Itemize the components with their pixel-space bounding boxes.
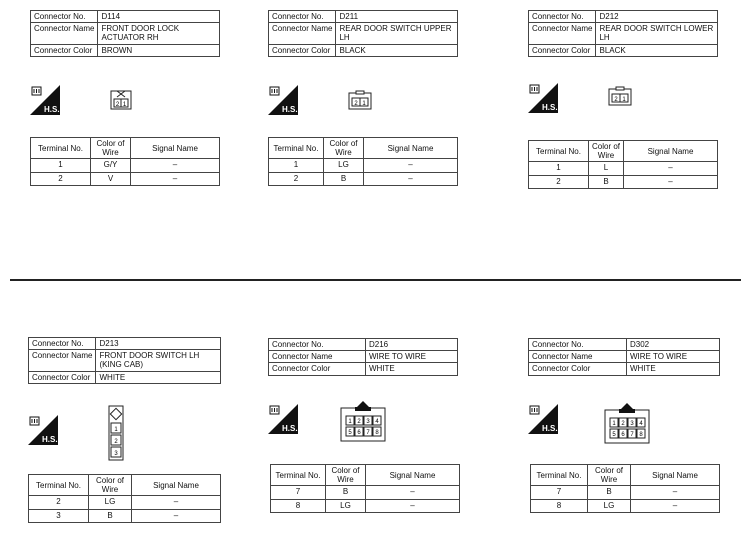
- terminal-block-d216: [270, 464, 460, 513]
- connector-info-table: [268, 10, 458, 57]
- connector-no-label: Connector No.: [269, 339, 366, 351]
- pin-label: 3: [366, 419, 370, 425]
- harness-side-icon: [528, 404, 558, 434]
- terminal-table: [270, 464, 460, 513]
- col-terminal-no: Terminal No.: [529, 141, 589, 162]
- wire-color: V: [91, 172, 131, 185]
- connector-color: BROWN: [98, 44, 220, 56]
- connector-no: D302: [626, 339, 719, 351]
- table-row: [531, 499, 720, 512]
- signal-name: –: [364, 172, 458, 185]
- col-terminal-no: Terminal No.: [271, 465, 326, 486]
- connector-name-label: Connector Name: [269, 23, 336, 44]
- wire-color: B: [326, 486, 366, 499]
- harness-side-icon: [30, 85, 60, 115]
- hs-label: H.S.: [44, 105, 60, 114]
- connector-color: WHITE: [96, 371, 221, 383]
- signal-name: –: [364, 159, 458, 172]
- terminal-no: 8: [531, 499, 588, 512]
- signal-name: –: [366, 486, 460, 499]
- wire-color: B: [324, 172, 364, 185]
- connector-color-label: Connector Color: [31, 44, 98, 56]
- terminal-table: [28, 474, 221, 523]
- connector-block-d216: [268, 338, 458, 376]
- col-wire-color: Color of Wire: [326, 465, 366, 486]
- table-row: [271, 486, 460, 499]
- terminal-block-d213: [28, 474, 221, 523]
- connector-block-d114: [30, 10, 220, 57]
- connector-name: WIRE TO WIRE: [626, 351, 719, 363]
- wire-color: L: [589, 162, 624, 175]
- hs-label: H.S.: [542, 103, 558, 112]
- pin-label: 1: [622, 97, 626, 103]
- connector-name-label: Connector Name: [529, 23, 596, 44]
- hs-label: H.S.: [282, 424, 298, 433]
- pin-label: 6: [621, 432, 625, 438]
- col-terminal-no: Terminal No.: [531, 465, 588, 486]
- table-row: [529, 162, 718, 175]
- col-signal-name: Signal Name: [132, 475, 221, 496]
- pin-label: 7: [630, 432, 634, 438]
- connector-color-label: Connector Color: [269, 363, 366, 375]
- table-row: [529, 175, 718, 188]
- terminal-table: [30, 137, 220, 186]
- terminal-no: 1: [31, 159, 91, 172]
- connector-block-d302: [528, 338, 720, 376]
- connector-info-table: [268, 338, 458, 376]
- terminal-block-d114: [30, 137, 220, 186]
- pin-label: 1: [612, 421, 616, 427]
- signal-name: –: [131, 159, 220, 172]
- pin-label: 8: [375, 430, 379, 436]
- pin-label: 1: [122, 102, 127, 108]
- connector-info-table: [28, 337, 221, 384]
- connector-name: FRONT DOOR SWITCH LH (KING CAB): [96, 350, 221, 371]
- terminal-table: [530, 464, 720, 513]
- table-row: [269, 159, 458, 172]
- terminal-block-d211: [268, 137, 458, 186]
- pin-label: 1: [114, 427, 118, 433]
- wire-color: LG: [326, 499, 366, 512]
- col-wire-color: Color of Wire: [91, 138, 131, 159]
- wire-color: LG: [588, 499, 631, 512]
- terminal-no: 7: [531, 486, 588, 499]
- terminal-table: [528, 140, 718, 189]
- col-terminal-no: Terminal No.: [31, 138, 91, 159]
- col-wire-color: Color of Wire: [588, 465, 631, 486]
- hs-label: H.S.: [282, 105, 298, 114]
- table-row: [531, 486, 720, 499]
- terminal-no: 7: [271, 486, 326, 499]
- pin-label: 2: [621, 421, 625, 427]
- wire-color: B: [589, 175, 624, 188]
- pin-label: 7: [366, 430, 370, 436]
- signal-name: –: [132, 496, 221, 509]
- terminal-no: 1: [529, 162, 589, 175]
- pin-label: 5: [348, 430, 352, 436]
- connector-no-label: Connector No.: [31, 11, 98, 23]
- pin-label: 6: [357, 430, 361, 436]
- terminal-block-d302: [530, 464, 720, 513]
- table-row: [31, 159, 220, 172]
- terminal-no: 1: [269, 159, 324, 172]
- pin-label: 4: [639, 421, 643, 427]
- connector-no-label: Connector No.: [529, 339, 627, 351]
- wire-color: LG: [89, 496, 132, 509]
- connector-name: REAR DOOR SWITCH LOWER LH: [596, 23, 718, 44]
- table-row: [269, 172, 458, 185]
- harness-side-icon: [28, 415, 58, 445]
- connector-no: D213: [96, 338, 221, 350]
- connector-color-label: Connector Color: [529, 44, 596, 56]
- signal-name: –: [624, 162, 718, 175]
- connector-face-icon: [110, 88, 132, 115]
- connector-name: REAR DOOR SWITCH UPPER LH: [336, 23, 458, 44]
- col-terminal-no: Terminal No.: [29, 475, 89, 496]
- section-divider: [10, 279, 741, 281]
- connector-color: WHITE: [365, 363, 457, 375]
- connector-no-label: Connector No.: [529, 11, 596, 23]
- table-row: [31, 172, 220, 185]
- connector-color-label: Connector Color: [529, 363, 627, 375]
- wire-color: LG: [324, 159, 364, 172]
- pin-label: 3: [114, 451, 118, 457]
- pin-label: 8: [639, 432, 643, 438]
- col-signal-name: Signal Name: [631, 465, 720, 486]
- connector-face-icon: [348, 90, 372, 115]
- signal-name: –: [631, 486, 720, 499]
- wire-color: B: [89, 509, 132, 522]
- harness-side-icon: [268, 85, 298, 115]
- connector-no-label: Connector No.: [269, 11, 336, 23]
- connector-name-label: Connector Name: [29, 350, 96, 371]
- col-signal-name: Signal Name: [364, 138, 458, 159]
- terminal-no: 8: [271, 499, 326, 512]
- connector-color: BLACK: [596, 44, 718, 56]
- pin-label: 2: [614, 97, 618, 103]
- wire-color: B: [588, 486, 631, 499]
- connector-no: D212: [596, 11, 718, 23]
- connector-info-table: [528, 338, 720, 376]
- pin-label: 2: [115, 102, 120, 108]
- connector-info-table: [528, 10, 718, 57]
- connector-name: WIRE TO WIRE: [365, 351, 457, 363]
- col-wire-color: Color of Wire: [324, 138, 364, 159]
- pin-label: 1: [362, 101, 366, 107]
- connector-face-icon: [604, 402, 650, 449]
- pin-label: 2: [357, 419, 361, 425]
- signal-name: –: [624, 175, 718, 188]
- connector-no: D211: [336, 11, 458, 23]
- col-wire-color: Color of Wire: [589, 141, 624, 162]
- wire-color: G/Y: [91, 159, 131, 172]
- signal-name: –: [366, 499, 460, 512]
- col-wire-color: Color of Wire: [89, 475, 132, 496]
- terminal-no: 2: [269, 172, 324, 185]
- connector-no: D114: [98, 11, 220, 23]
- connector-color-label: Connector Color: [269, 44, 336, 56]
- table-row: [29, 496, 221, 509]
- terminal-table: [268, 137, 458, 186]
- terminal-no: 3: [29, 509, 89, 522]
- connector-name-label: Connector Name: [529, 351, 627, 363]
- col-signal-name: Signal Name: [131, 138, 220, 159]
- pin-label: 1: [348, 419, 352, 425]
- connector-name: FRONT DOOR LOCK ACTUATOR RH: [98, 23, 220, 44]
- connector-no-label: Connector No.: [29, 338, 96, 350]
- connector-face-icon: [108, 405, 124, 466]
- connector-info-table: [30, 10, 220, 57]
- connector-block-d212: [528, 10, 718, 57]
- table-row: [29, 509, 221, 522]
- hs-label: H.S.: [542, 424, 558, 433]
- hs-label: H.S.: [42, 435, 58, 444]
- pin-label: 5: [612, 432, 616, 438]
- pin-label: 2: [354, 101, 358, 107]
- connector-no: D216: [365, 339, 457, 351]
- col-signal-name: Signal Name: [624, 141, 718, 162]
- connector-face-icon: [608, 86, 632, 111]
- connector-color: BLACK: [336, 44, 458, 56]
- terminal-block-d212: [528, 140, 718, 189]
- connector-color: WHITE: [626, 363, 719, 375]
- col-terminal-no: Terminal No.: [269, 138, 324, 159]
- pin-label: 3: [630, 421, 634, 427]
- pin-label: 2: [114, 439, 118, 445]
- terminal-no: 2: [29, 496, 89, 509]
- harness-side-icon: [268, 404, 298, 434]
- connector-face-icon: [340, 400, 386, 447]
- table-row: [271, 499, 460, 512]
- connector-color-label: Connector Color: [29, 371, 96, 383]
- harness-side-icon: [528, 83, 558, 113]
- connector-block-d211: [268, 10, 458, 57]
- terminal-no: 2: [529, 175, 589, 188]
- col-signal-name: Signal Name: [366, 465, 460, 486]
- signal-name: –: [132, 509, 221, 522]
- connector-name-label: Connector Name: [269, 351, 366, 363]
- signal-name: –: [631, 499, 720, 512]
- connector-block-d213: [28, 337, 221, 384]
- connector-name-label: Connector Name: [31, 23, 98, 44]
- terminal-no: 2: [31, 172, 91, 185]
- signal-name: –: [131, 172, 220, 185]
- pin-label: 4: [375, 419, 379, 425]
